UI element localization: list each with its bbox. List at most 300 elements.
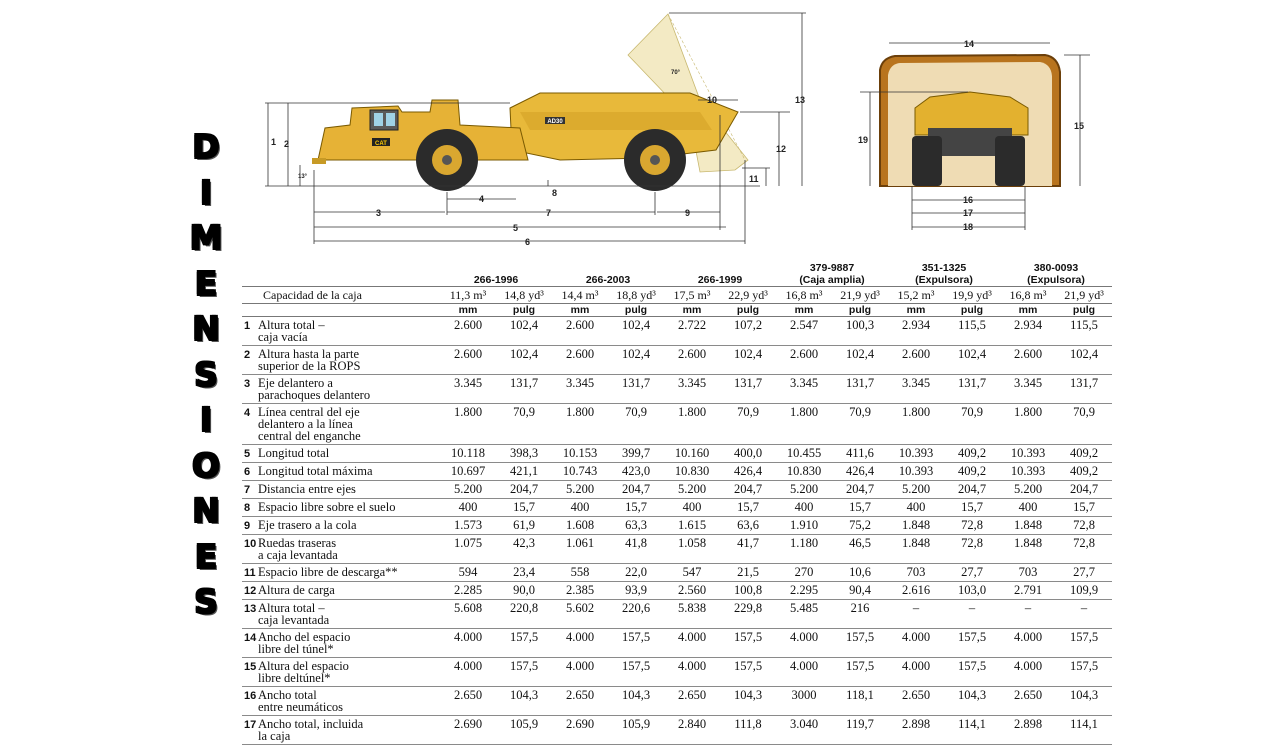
row-label-line: Ruedas traseras [258, 536, 337, 550]
unit-label: pulg [944, 304, 1000, 317]
dim-label: 16 [963, 195, 974, 205]
cell-value: 2.650 [440, 687, 496, 716]
cell-value: 10.393 [888, 445, 944, 463]
cell-value: 1.910 [776, 517, 832, 535]
row-number: 16 [244, 690, 257, 702]
cell-value: 102,4 [944, 346, 1000, 375]
cell-value: 5.602 [552, 600, 608, 629]
model-header-row-1 [242, 262, 1112, 274]
cell-value: 157,5 [1056, 629, 1112, 658]
table-row [242, 463, 1112, 481]
cell-value: 4.000 [440, 629, 496, 658]
capacity-value: 14,8 yd³ [496, 287, 552, 304]
row-label-line: superior de la ROPS [258, 359, 361, 373]
row-number: 11 [244, 567, 256, 579]
cell-value: 131,7 [944, 375, 1000, 404]
cell-value: 100,8 [720, 582, 776, 600]
table-row [242, 582, 1112, 600]
cell-value: 2.650 [888, 687, 944, 716]
cell-value: 1.180 [776, 535, 832, 564]
cell-value: 157,5 [832, 658, 888, 687]
cell-value: 1.800 [440, 404, 496, 445]
cell-value: 10.393 [1000, 445, 1056, 463]
table-row [242, 564, 1112, 582]
cell-value: 2.934 [888, 317, 944, 346]
row-label-line: Altura total – [258, 601, 325, 615]
row-label [242, 629, 440, 658]
cell-value: 2.650 [664, 687, 720, 716]
cell-value: 115,5 [1056, 317, 1112, 346]
cell-value: 90,4 [832, 582, 888, 600]
row-label-text [258, 348, 360, 372]
row-label-text [258, 483, 356, 495]
cell-value: 2.690 [440, 716, 496, 745]
cell-value: 3.345 [664, 375, 720, 404]
cell-value: 157,5 [1056, 658, 1112, 687]
capacity-value: 18,8 yd³ [608, 287, 664, 304]
capacity-value: 21,9 yd³ [1056, 287, 1112, 304]
row-label-text [258, 584, 335, 596]
cell-value: 5.200 [664, 481, 720, 499]
cell-value: 204,7 [944, 481, 1000, 499]
unit-label: mm [776, 304, 832, 317]
row-label-line: Distancia entre ejes [258, 482, 356, 496]
cell-value: 2.560 [664, 582, 720, 600]
cell-value: 103,0 [944, 582, 1000, 600]
title-letter: I [199, 172, 213, 212]
cell-value: 220,6 [608, 600, 664, 629]
model-code: 266-1996 [473, 274, 519, 286]
cell-value: 1.800 [1000, 404, 1056, 445]
cell-value: 1.075 [440, 535, 496, 564]
cell-value: 21,5 [720, 564, 776, 582]
cell-value: 204,7 [608, 481, 664, 499]
row-number: 4 [244, 407, 251, 419]
cell-value: 2.650 [552, 687, 608, 716]
cell-value: 411,6 [832, 445, 888, 463]
cell-value: 157,5 [944, 629, 1000, 658]
row-label [242, 375, 440, 404]
header-spacer [242, 274, 440, 287]
row-label [242, 535, 440, 564]
cell-value: 70,9 [832, 404, 888, 445]
cell-value: 409,2 [1056, 445, 1112, 463]
cell-value: 70,9 [720, 404, 776, 445]
unit-label: pulg [1056, 304, 1112, 317]
dim-label: 17 [963, 208, 974, 218]
row-number: 17 [244, 719, 257, 731]
table-row [242, 346, 1112, 375]
cell-value: 2.600 [440, 317, 496, 346]
row-label-line: Línea central del eje [258, 405, 360, 419]
cell-value: 109,9 [1056, 582, 1112, 600]
cell-value: 111,8 [720, 716, 776, 745]
cell-value: 400 [776, 499, 832, 517]
cell-value: 72,8 [1056, 535, 1112, 564]
model-code: (Caja amplia) [799, 274, 865, 286]
cell-value: 102,4 [496, 317, 552, 346]
capacity-row [242, 287, 1112, 304]
row-label-line: caja vacía [258, 330, 308, 344]
cell-value: 2.791 [1000, 582, 1056, 600]
cell-value: 102,4 [608, 346, 664, 375]
truck-dimension-diagrams [0, 0, 1280, 262]
dim-label: 18 [963, 222, 974, 232]
table-row [242, 629, 1112, 658]
cell-value: 4.000 [552, 658, 608, 687]
cell-value: 1.848 [1000, 517, 1056, 535]
cell-value: 61,9 [496, 517, 552, 535]
cell-value: 400 [1000, 499, 1056, 517]
end-view-diagram [858, 39, 1090, 232]
capacity-value: 17,5 m³ [664, 287, 720, 304]
dim-label: 14 [964, 39, 975, 49]
cell-value: 102,4 [1056, 346, 1112, 375]
cell-value: 75,2 [832, 517, 888, 535]
row-label-line: Longitud total [258, 446, 330, 460]
model-code [440, 262, 552, 274]
cell-value: 216 [832, 600, 888, 629]
cell-value: 1.573 [440, 517, 496, 535]
cell-value: 1.061 [552, 535, 608, 564]
cell-value: 114,1 [944, 716, 1000, 745]
unit-label: pulg [720, 304, 776, 317]
capacity-label: Capacidad de la caja [242, 287, 440, 304]
capacity-value: 16,8 m³ [1000, 287, 1056, 304]
cell-value: 104,3 [944, 687, 1000, 716]
dim-label: 6 [525, 237, 531, 247]
capacity-value: 14,4 m³ [552, 287, 608, 304]
cell-value: 157,5 [496, 629, 552, 658]
cell-value: 2.600 [664, 346, 720, 375]
row-label-line: Eje trasero a la cola [258, 518, 357, 532]
cell-value: 63,3 [608, 517, 664, 535]
row-label-text [258, 566, 398, 578]
model-code: 380-0093 [1033, 262, 1079, 274]
cell-value: 118,1 [832, 687, 888, 716]
row-label-line: Altura del espacio [258, 659, 349, 673]
cell-value: 2.650 [1000, 687, 1056, 716]
cell-value: 5.200 [552, 481, 608, 499]
cell-value: 114,1 [1056, 716, 1112, 745]
cell-value: 4.000 [1000, 658, 1056, 687]
table-row [242, 600, 1112, 629]
cell-value: 2.840 [664, 716, 720, 745]
capacity-value: 16,8 m³ [776, 287, 832, 304]
cell-value: 107,2 [720, 317, 776, 346]
capacity-value: 21,9 yd³ [832, 287, 888, 304]
cell-value: 10.697 [440, 463, 496, 481]
table-row [242, 445, 1112, 463]
cell-value: – [1056, 600, 1112, 629]
row-number: 1 [244, 320, 251, 332]
cell-value: 5.200 [776, 481, 832, 499]
cell-value: 102,4 [608, 317, 664, 346]
cell-value: 10.153 [552, 445, 608, 463]
model-code: 266-2003 [585, 274, 631, 286]
table-row [242, 404, 1112, 445]
cell-value: 4.000 [552, 629, 608, 658]
cell-value: 105,9 [608, 716, 664, 745]
row-number: 6 [244, 466, 251, 478]
cell-value: 104,3 [496, 687, 552, 716]
cell-value: 46,5 [832, 535, 888, 564]
unit-spacer [242, 304, 440, 317]
title-letter: O [191, 445, 221, 485]
cell-value: 399,7 [608, 445, 664, 463]
cell-value: 22,0 [608, 564, 664, 582]
cell-value: 157,5 [944, 658, 1000, 687]
cell-value: 15,7 [832, 499, 888, 517]
cell-value: 42,3 [496, 535, 552, 564]
cell-value: 10.393 [1000, 463, 1056, 481]
cell-value: 2.385 [552, 582, 608, 600]
dim-label: 1 [271, 137, 277, 147]
cell-value: 2.600 [888, 346, 944, 375]
cell-value: – [944, 600, 1000, 629]
cell-value: 27,7 [1056, 564, 1112, 582]
row-label [242, 404, 440, 445]
row-label-text [258, 602, 329, 626]
row-label [242, 582, 440, 600]
cell-value: 131,7 [720, 375, 776, 404]
cell-value: 2.616 [888, 582, 944, 600]
cell-value: 15,7 [1056, 499, 1112, 517]
model-header-row-2 [242, 274, 1112, 287]
row-label-line: delantero a la línea [258, 417, 353, 431]
capacity-value: 19,9 yd³ [944, 287, 1000, 304]
table-row [242, 535, 1112, 564]
cell-value: 1.848 [888, 517, 944, 535]
cell-value: 409,2 [944, 463, 1000, 481]
cell-value: 4.000 [440, 658, 496, 687]
cell-value: 2.600 [776, 346, 832, 375]
cell-value: 104,3 [720, 687, 776, 716]
dim-label: 5 [513, 223, 519, 233]
cell-value: 2.600 [552, 317, 608, 346]
row-label [242, 499, 440, 517]
cell-value: 15,7 [608, 499, 664, 517]
cell-value: 423,0 [608, 463, 664, 481]
title-letter: D [192, 127, 220, 166]
unit-label: mm [440, 304, 496, 317]
cell-value: 204,7 [720, 481, 776, 499]
row-label-text [258, 447, 329, 459]
row-label [242, 564, 440, 582]
cell-value: 3.040 [776, 716, 832, 745]
cell-value: 421,1 [496, 463, 552, 481]
cell-value: 10.160 [664, 445, 720, 463]
dim-label: 3 [376, 208, 382, 218]
cell-value: 220,8 [496, 600, 552, 629]
capacity-value: 22,9 yd³ [720, 287, 776, 304]
cell-value: 4.000 [664, 658, 720, 687]
cell-value: 10.743 [552, 463, 608, 481]
cell-value: 72,8 [1056, 517, 1112, 535]
row-number: 12 [244, 585, 257, 597]
cab-badge: CAT [375, 141, 387, 147]
unit-label: pulg [496, 304, 552, 317]
model-code: 351-1325 [921, 262, 967, 274]
model-code [552, 262, 664, 274]
cell-value: 1.800 [888, 404, 944, 445]
cell-value: 1.800 [552, 404, 608, 445]
cell-value: 131,7 [1056, 375, 1112, 404]
unit-label: mm [1000, 304, 1056, 317]
row-label-text [258, 319, 325, 343]
row-label-line: Altura total – [258, 318, 325, 332]
capacity-value: 11,3 m³ [440, 287, 496, 304]
row-label-line: Espacio libre de descarga** [258, 565, 398, 579]
side-view-diagram [265, 13, 806, 247]
row-label-line: libre del túnel* [258, 642, 334, 656]
row-label-text [258, 718, 363, 742]
cell-value: 4.000 [776, 658, 832, 687]
row-label-line: caja levantada [258, 613, 330, 627]
cell-value: 4.000 [776, 629, 832, 658]
dim-label: 8 [552, 188, 558, 198]
cell-value: 400 [440, 499, 496, 517]
cell-value: 426,4 [832, 463, 888, 481]
dimensions-table [242, 262, 1112, 745]
cell-value: 400,0 [720, 445, 776, 463]
cell-value: 15,7 [720, 499, 776, 517]
row-label-line: parachoques delantero [258, 388, 371, 402]
row-label-text [258, 689, 343, 713]
cell-value: 5.200 [888, 481, 944, 499]
row-label-line: Altura hasta la parte [258, 347, 359, 361]
cell-value: 102,4 [832, 346, 888, 375]
cell-value: – [888, 600, 944, 629]
cell-value: 3.345 [776, 375, 832, 404]
cell-value: 2.690 [552, 716, 608, 745]
cell-value: 131,7 [608, 375, 664, 404]
title-letter: N [192, 491, 220, 530]
cell-value: 204,7 [832, 481, 888, 499]
unit-label: mm [664, 304, 720, 317]
row-number: 9 [244, 520, 251, 532]
table-row [242, 517, 1112, 535]
cell-value: 10,6 [832, 564, 888, 582]
title-letter: I [199, 400, 213, 439]
cell-value: 15,7 [496, 499, 552, 517]
dim-label: 19 [858, 135, 869, 145]
cell-value: 400 [888, 499, 944, 517]
cell-value: 157,5 [496, 658, 552, 687]
row-number: 13 [244, 603, 257, 615]
row-number: 14 [244, 632, 257, 644]
cell-value: 157,5 [608, 658, 664, 687]
cell-value: 27,7 [944, 564, 1000, 582]
row-label [242, 687, 440, 716]
cell-value: 4.000 [664, 629, 720, 658]
title-letter: E [194, 263, 218, 303]
cell-value: 204,7 [1056, 481, 1112, 499]
row-label [242, 317, 440, 346]
table-row [242, 499, 1112, 517]
cell-value: 2.285 [440, 582, 496, 600]
cell-value: 3.345 [1000, 375, 1056, 404]
row-label-line: la caja [258, 729, 291, 743]
units-row [242, 304, 1112, 317]
row-label-text [258, 465, 373, 477]
header-spacer [242, 262, 440, 274]
cell-value: 229,8 [720, 600, 776, 629]
cell-value: 90,0 [496, 582, 552, 600]
cell-value: 157,5 [720, 629, 776, 658]
cell-value: – [1000, 600, 1056, 629]
cell-value: 703 [1000, 564, 1056, 582]
dim-label: 11 [749, 174, 759, 184]
dim-label: 12 [776, 144, 787, 154]
cell-value: 2.934 [1000, 317, 1056, 346]
cell-value: 10.830 [776, 463, 832, 481]
dim-label: 13 [795, 95, 806, 105]
row-number: 7 [244, 484, 251, 496]
cell-value: 5.485 [776, 600, 832, 629]
cell-value: 4.000 [888, 629, 944, 658]
cell-value: 4.000 [888, 658, 944, 687]
row-label [242, 445, 440, 463]
cell-value: 72,8 [944, 535, 1000, 564]
row-number: 10 [244, 538, 257, 550]
cell-value: 5.838 [664, 600, 720, 629]
cell-value: 41,8 [608, 535, 664, 564]
cell-value: 703 [888, 564, 944, 582]
cell-value: 4.000 [1000, 629, 1056, 658]
unit-label: mm [552, 304, 608, 317]
cell-value: 1.615 [664, 517, 720, 535]
row-number: 5 [244, 448, 251, 460]
cell-value: 157,5 [720, 658, 776, 687]
cell-value: 1.848 [888, 535, 944, 564]
model-code: 379-9887 [809, 262, 855, 274]
cell-value: 3.345 [888, 375, 944, 404]
row-label [242, 346, 440, 375]
cell-value: 72,8 [944, 517, 1000, 535]
cell-value: 2.600 [440, 346, 496, 375]
table-row [242, 375, 1112, 404]
cell-value: 102,4 [496, 346, 552, 375]
cell-value: 104,3 [608, 687, 664, 716]
row-label-line: Ancho total, incluida [258, 717, 364, 731]
title-letter: N [192, 309, 220, 348]
cell-value: 2.600 [1000, 346, 1056, 375]
row-label-line: Espacio libre sobre el suelo [258, 500, 396, 514]
cell-value: 5.200 [1000, 481, 1056, 499]
cell-value: 2.898 [1000, 716, 1056, 745]
table-row [242, 658, 1112, 687]
cell-value: 2.722 [664, 317, 720, 346]
cell-value: 204,7 [496, 481, 552, 499]
title-letter: E [194, 536, 218, 576]
cell-value: 5.608 [440, 600, 496, 629]
cell-value: 100,3 [832, 317, 888, 346]
cell-value: 119,7 [832, 716, 888, 745]
cell-value: 93,9 [608, 582, 664, 600]
cell-value: 400 [664, 499, 720, 517]
row-label-line: entre neumáticos [258, 700, 344, 714]
dimensions-table-body [242, 317, 1112, 745]
cell-value: 41,7 [720, 535, 776, 564]
cell-value: 10.118 [440, 445, 496, 463]
row-number: 15 [244, 661, 257, 673]
model-code: (Expulsora) [1027, 274, 1085, 286]
table-row [242, 481, 1112, 499]
cell-value: 15,7 [944, 499, 1000, 517]
row-number: 8 [244, 502, 251, 514]
row-label [242, 481, 440, 499]
